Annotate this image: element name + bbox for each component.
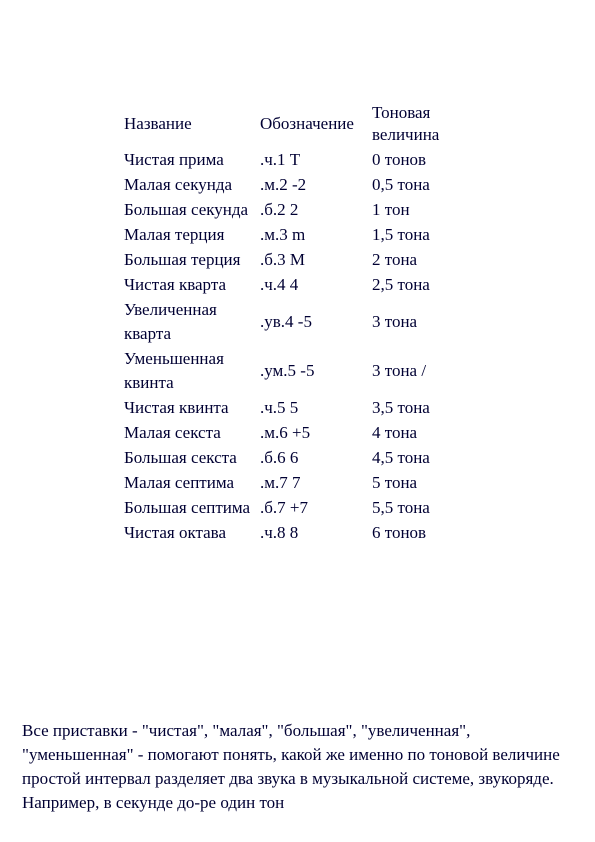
interval-tone: 3 тона / bbox=[372, 361, 427, 380]
header-tone: Тоновая величина bbox=[372, 103, 440, 144]
table-row bbox=[124, 273, 464, 297]
interval-notation: .б.7 +7 bbox=[260, 498, 308, 517]
table-row bbox=[124, 198, 464, 222]
interval-tone: 1,5 тона bbox=[372, 225, 430, 244]
interval-notation: .м.7 7 bbox=[260, 473, 301, 492]
table-row bbox=[124, 421, 464, 445]
interval-notation: .б.3 M bbox=[260, 250, 306, 269]
interval-name: Чистая квинта bbox=[124, 398, 229, 417]
table-row bbox=[124, 173, 464, 197]
interval-notation: .ч.1 Т bbox=[260, 150, 301, 169]
table-row bbox=[124, 471, 464, 495]
table-row bbox=[124, 496, 464, 520]
table-row bbox=[124, 298, 464, 346]
table-row bbox=[124, 248, 464, 272]
table-row bbox=[124, 148, 464, 172]
interval-name: Малая терция bbox=[124, 225, 225, 244]
interval-notation: .м.2 -2 bbox=[260, 175, 307, 194]
interval-notation: .ч.5 5 bbox=[260, 398, 299, 417]
interval-tone: 1 тон bbox=[372, 200, 410, 219]
interval-tone: 5,5 тона bbox=[372, 498, 430, 517]
interval-name: Уменьшенная квинта bbox=[124, 349, 224, 392]
interval-tone: 3 тона bbox=[372, 312, 418, 331]
interval-name: Большая секунда bbox=[124, 200, 249, 219]
header-notation: Обозначение bbox=[260, 114, 354, 133]
interval-name: Чистая октава bbox=[124, 523, 227, 542]
explanation-paragraph: Все приставки - "чистая", "малая", "большая", "увеличенная", "уменьшенная" - помогают понять, какой же именно по тоновой величине простой интервал разделяет два звука в музыкальной системе, звукоряде. Например, в секунде до-ре один тон bbox=[22, 721, 560, 812]
interval-notation: .б.6 6 bbox=[260, 448, 299, 467]
interval-tone: 4,5 тона bbox=[372, 448, 430, 467]
interval-tone: 0 тонов bbox=[372, 150, 427, 169]
table-row bbox=[124, 347, 464, 395]
interval-name: Чистая кварта bbox=[124, 275, 227, 294]
interval-tone: 2 тона bbox=[372, 250, 418, 269]
interval-notation: .ув.4 -5 bbox=[260, 312, 312, 331]
interval-name: Большая терция bbox=[124, 250, 241, 269]
interval-name: Малая секунда bbox=[124, 175, 233, 194]
interval-tone: 6 тонов bbox=[372, 523, 427, 542]
table-row bbox=[124, 396, 464, 420]
interval-notation: .м.3 m bbox=[260, 225, 306, 244]
interval-name: Малая септима bbox=[124, 473, 235, 492]
interval-name: Чистая прима bbox=[124, 150, 224, 169]
interval-name: Увеличенная кварта bbox=[124, 300, 217, 343]
intervals-table bbox=[124, 102, 464, 546]
interval-name: Большая септима bbox=[124, 498, 251, 517]
table-header-row bbox=[124, 102, 464, 146]
table-row bbox=[124, 521, 464, 545]
header-name: Название bbox=[124, 114, 192, 133]
interval-notation: .ч.4 4 bbox=[260, 275, 299, 294]
table-row bbox=[124, 223, 464, 247]
interval-tone: 4 тона bbox=[372, 423, 418, 442]
interval-notation: .м.6 +5 bbox=[260, 423, 311, 442]
interval-notation: .ч.8 8 bbox=[260, 523, 299, 542]
interval-tone: 3,5 тона bbox=[372, 398, 430, 417]
interval-notation: .ум.5 -5 bbox=[260, 361, 315, 380]
interval-name: Малая секста bbox=[124, 423, 221, 442]
interval-tone: 5 тона bbox=[372, 473, 418, 492]
interval-tone: 2,5 тона bbox=[372, 275, 430, 294]
table-row bbox=[124, 446, 464, 470]
interval-notation: .б.2 2 bbox=[260, 200, 299, 219]
interval-tone: 0,5 тона bbox=[372, 175, 430, 194]
interval-name: Большая секста bbox=[124, 448, 237, 467]
